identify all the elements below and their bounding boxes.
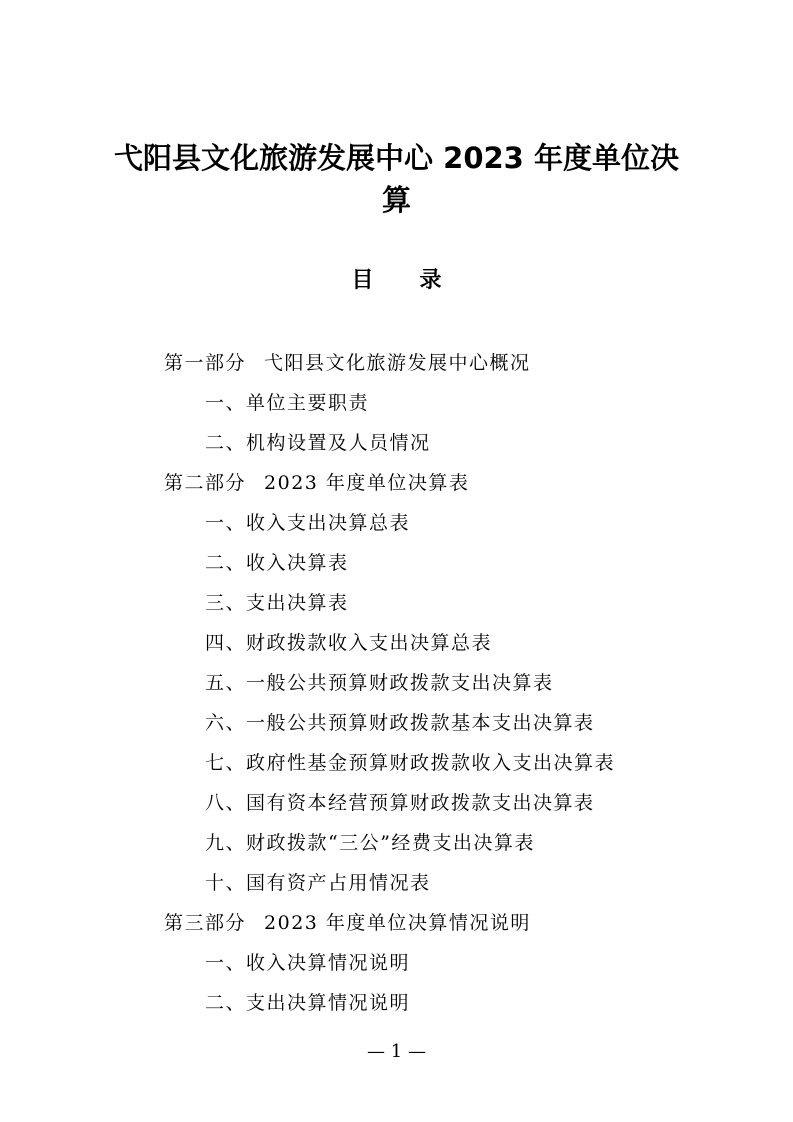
toc-item: 七、政府性基金预算财政拨款收入支出决算表 [205,752,616,774]
toc-item: 三、支出决算表 [205,592,349,614]
toc-part-number: 第二部分 [164,472,247,494]
page-number: — 1 — [367,1041,426,1062]
toc-item: 四、财政拨款收入支出决算总表 [205,632,493,654]
toc-heading: 目录 [351,268,488,293]
toc-part-1 [0,343,793,383]
toc-item: 九、财政拨款“三公”经费支出决算表 [205,832,535,854]
toc-part-title: 2023 年度单位决算表 [264,472,470,494]
toc-item: 二、收入决算表 [205,552,349,574]
document-title-line-1: 弋阳县文化旅游发展中心 2023 年度单位决 [114,141,679,175]
toc-part-3 [0,903,793,943]
document-title-line-2: 算 [381,183,411,217]
toc-item: 一、收入决算情况说明 [205,952,411,974]
toc-part-2 [0,463,793,503]
toc-part-title: 2023 年度单位决算情况说明 [264,912,531,934]
toc-item: 八、国有资本经营预算财政拨款支出决算表 [205,792,595,814]
toc-item: 五、一般公共预算财政拨款支出决算表 [205,672,554,694]
toc-part-title: 弋阳县文化旅游发展中心概况 [264,352,531,374]
toc-item: 一、单位主要职责 [205,392,370,414]
toc-item: 六、一般公共预算财政拨款基本支出决算表 [205,712,595,734]
toc-item: 二、支出决算情况说明 [205,992,411,1014]
table-of-contents [0,343,793,1023]
toc-item: 十、国有资产占用情况表 [205,872,431,894]
toc-item: 一、收入支出决算总表 [205,512,411,534]
toc-part-number: 第一部分 [164,352,247,374]
toc-part-number: 第三部分 [164,912,247,934]
toc-item: 二、机构设置及人员情况 [205,432,431,454]
